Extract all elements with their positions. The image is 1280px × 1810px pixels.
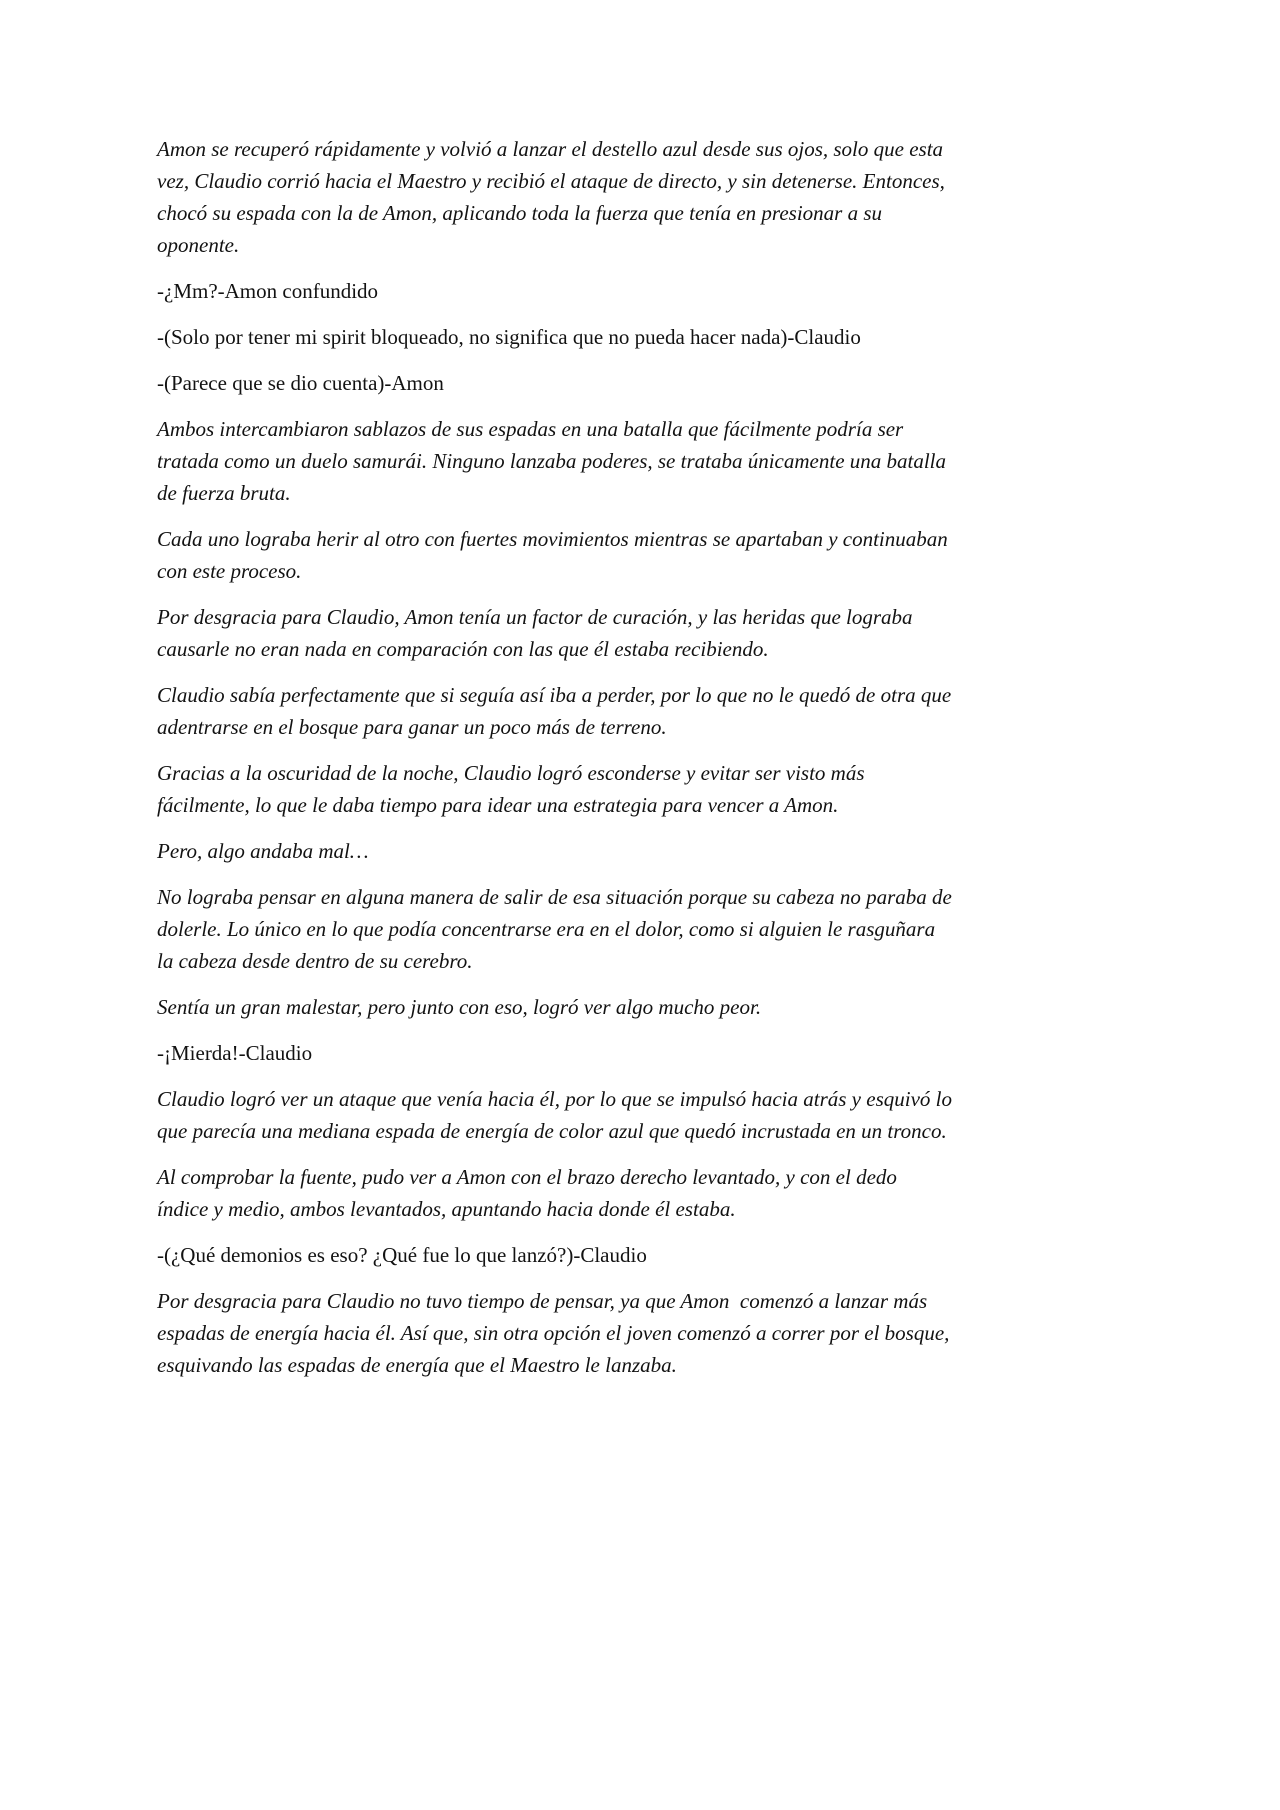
- narration-paragraph: Sentía un gran malestar, pero junto con eso, logró ver algo mucho peor.: [157, 995, 762, 1019]
- narration-paragraph: No lograba pensar en alguna manera de salir de esa situación porque su cabeza no paraba de dolerle. Lo único en lo que podía concentrarse era en el dolor, como si alguien le rasguñara la cabeza desde dentro de su cerebro.: [157, 885, 958, 973]
- dialogue-line: -¡Mierda!-Claudio: [157, 1041, 313, 1065]
- narration-paragraph: Amon se recuperó rápidamente y volvió a lanzar el destello azul desde sus ojos, solo que esta vez, Claudio corrió hacia el Maestro y recibió el ataque de directo, y sin detenerse. Entonces, chocó su espada con la de Amon, aplicando toda la fuerza que tenía en presionar a su oponente.: [157, 137, 951, 257]
- narration-paragraph: Por desgracia para Claudio, Amon tenía un factor de curación, y las heridas que lograba causarle no eran nada en comparación con las que él estaba recibiendo.: [157, 605, 918, 661]
- narration-paragraph: Gracias a la oscuridad de la noche, Claudio logró esconderse y evitar ser visto más fácilmente, lo que le daba tiempo para idear una estrategia para vencer a Amon.: [157, 761, 870, 817]
- document-body: [157, 133, 958, 1395]
- dialogue-line: -¿Mm?-Amon confundido: [157, 279, 379, 303]
- dialogue-line: -(¿Qué demonios es eso? ¿Qué fue lo que lanzó?)-Claudio: [157, 1243, 647, 1267]
- narration-paragraph: Claudio logró ver un ataque que venía hacia él, por lo que se impulsó hacia atrás y esquivó lo que parecía una mediana espada de energía de color azul que quedó incrustada en un tronco.: [157, 1087, 958, 1143]
- dialogue-line: -(Solo por tener mi spirit bloqueado, no significa que no pueda hacer nada)-Claudio: [157, 325, 861, 349]
- narration-paragraph: Pero, algo andaba mal…: [157, 839, 369, 863]
- narration-paragraph: Ambos intercambiaron sablazos de sus espadas en una batalla que fácilmente podría ser tratada como un duelo samurái. Ninguno lanzaba poderes, se trataba únicamente una batalla de fuerza bruta.: [157, 417, 952, 505]
- narration-paragraph: Claudio sabía perfectamente que si seguía así iba a perder, por lo que no le quedó de otra que adentrarse en el bosque para ganar un poco más de terreno.: [157, 683, 957, 739]
- dialogue-line: -(Parece que se dio cuenta)-Amon: [157, 371, 444, 395]
- narration-paragraph: Al comprobar la fuente, pudo ver a Amon con el brazo derecho levantado, y con el dedo índice y medio, ambos levantados, apuntando hacia donde él estaba.: [157, 1165, 903, 1221]
- narration-paragraph: Cada uno lograba herir al otro con fuertes movimientos mientras se apartaban y continuaban con este proceso.: [157, 527, 954, 583]
- narration-paragraph: Por desgracia para Claudio no tuvo tiempo de pensar, ya que Amon comenzó a lanzar más espadas de energía hacia él. Así que, sin otra opción el joven comenzó a correr por el bosque, esquivando las espadas de energía que el Maestro le lanzaba.: [157, 1289, 955, 1377]
